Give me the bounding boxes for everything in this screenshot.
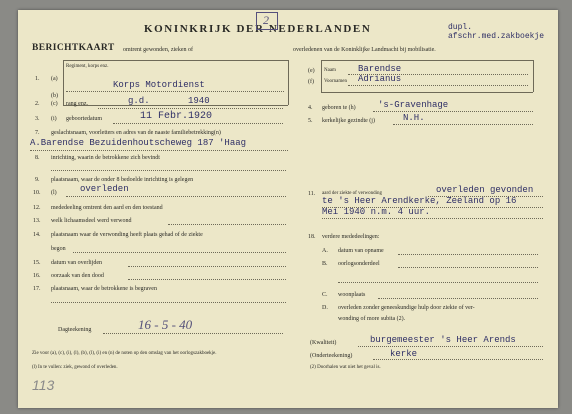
field-18b-label: oorlogsonderdeel	[338, 261, 380, 267]
field-14-label-cont: begon	[51, 246, 66, 252]
field-18b-letter: B.	[322, 261, 328, 267]
field-3-i-note: (i)	[51, 116, 57, 122]
quality-label: (Kwaliteit)	[310, 340, 337, 346]
field-5-value: N.H.	[403, 113, 425, 123]
field-2-number: 2.	[35, 101, 40, 107]
first-name-label: Voornamen	[324, 79, 347, 84]
field-17-label: plaatsnaam, waar de betrokkene is begraven	[51, 286, 157, 292]
field-13-label: welk lichaamsdeel werd verwond	[51, 218, 132, 224]
field-14-number: 14.	[33, 232, 41, 238]
field-4-value: 's-Gravenhage	[378, 100, 449, 110]
date-line	[103, 333, 283, 334]
field-7-label: geslachtsnaam, voorletters en adres van de naaste familiebetrekking(n)	[51, 130, 221, 136]
field-8-label: inrichting, waarin de betrokkene zich bevindt	[51, 155, 160, 161]
field-1-bracket-left	[63, 60, 64, 105]
field-11-line-1	[428, 196, 543, 197]
field-2-c-note: (c)	[51, 101, 58, 107]
field-18b-line-2	[338, 282, 538, 283]
field-16-label: oorzaak van den dood	[51, 273, 104, 279]
field-3-value: 11 Febr.1920	[140, 111, 213, 122]
field-1-e-note: (e)	[308, 68, 315, 74]
field-15-label: datum van overlijden	[51, 260, 102, 266]
form-header-title: KONINKRIJK DER NEDERLANDEN	[144, 23, 372, 35]
form-subtitle-right: overledenen van de Koninklijke Landmacht bij mobilisatie.	[293, 47, 436, 53]
field-18c-line	[378, 298, 538, 299]
field-2-rank: g.d.	[128, 96, 150, 106]
field-9-number: 9.	[35, 177, 40, 183]
field-13-number: 13.	[33, 218, 41, 224]
field-4-line	[373, 111, 533, 112]
field-11-line-2	[322, 207, 543, 208]
quality-line	[358, 346, 543, 347]
pencil-number: 113	[32, 377, 55, 393]
field-17-line	[51, 302, 286, 303]
first-name-line	[348, 85, 528, 86]
field-15-line	[128, 266, 286, 267]
field-1-bracket-top	[63, 60, 288, 61]
form-title: BERICHTKAART	[32, 43, 115, 53]
field-18-label: verdere mededeelingen:	[322, 234, 380, 240]
field-4-number: 4.	[308, 105, 313, 111]
field-18-number: 18.	[308, 234, 316, 240]
field-1-bracket-bottom	[63, 105, 288, 106]
name-value: Barendse	[358, 64, 402, 74]
field-5-number: 5.	[308, 118, 313, 124]
field-7-number: 7.	[35, 130, 40, 136]
field-3-label: geboortedatum	[66, 116, 102, 122]
field-8-line	[51, 170, 286, 171]
field-11-value-line2: te 's Heer Arendkerke, Zeeland op 16	[322, 196, 517, 206]
field-2-label: rang enz.	[66, 101, 88, 107]
field-16-number: 16.	[33, 273, 41, 279]
field-18d-label-cont: wonding of more subita (2).	[338, 316, 406, 322]
name-bracket-top	[321, 60, 533, 61]
field-1-label: Regiment, korps enz.	[66, 64, 109, 69]
right-footnote: (2) Doorhalen wat niet het geval is.	[310, 365, 381, 370]
field-18c-label: woonplaats	[338, 292, 366, 298]
field-11-line-3	[322, 218, 543, 219]
date-value: 16 - 5 - 40	[138, 317, 193, 332]
first-name-value: Adrianus	[358, 74, 402, 84]
field-1-line	[66, 91, 284, 92]
field-1-a-note: (a)	[51, 76, 58, 82]
field-7-line	[30, 150, 288, 151]
form-subtitle-left: omtrent gewonden, zieken of	[123, 47, 193, 53]
field-1-b-note: (b)	[51, 93, 58, 99]
field-7-value: A.Barendse Bezuidenhoutscheweg 187 'Haag	[30, 138, 247, 148]
field-10-number: 10.	[33, 190, 41, 196]
left-footnote-2: (l) In te vullen: ziek, gewond of overleden.	[32, 365, 118, 370]
field-16-line	[128, 279, 286, 280]
field-1-bracket-right	[288, 60, 289, 105]
box-number	[256, 12, 278, 30]
name-bracket-left	[321, 60, 322, 92]
field-11-value-line1: overleden gevonden	[436, 185, 534, 195]
field-13-line	[168, 224, 286, 225]
field-5-line	[393, 124, 533, 125]
field-18a-line	[398, 254, 538, 255]
field-4-label: geboren te (h)	[322, 105, 356, 111]
field-14-label: plaatsnaam waar de verwonding heeft plaats gehad of de ziekte	[51, 232, 203, 238]
name-bracket-bottom	[321, 92, 533, 93]
field-11-number: 11.	[308, 191, 316, 197]
field-1-f-note: (f)	[308, 79, 314, 85]
field-18b-line	[398, 267, 538, 268]
field-3-number: 3.	[35, 116, 40, 122]
field-2-line	[98, 108, 283, 109]
signature-line	[373, 359, 543, 360]
field-1-value: Korps Motordienst	[113, 80, 205, 90]
box-number-value: 2	[263, 13, 269, 27]
date-label: Dagteekening	[58, 327, 92, 333]
field-11-value-line3: Mei 1940 n.m. 4 uur.	[322, 207, 431, 217]
signature-label: (Onderteekening)	[310, 353, 353, 359]
name-bracket-right	[533, 60, 534, 92]
field-9-label: plaatsnaam, waar de onder 8 bedoelde inrichting is gelegen	[51, 177, 194, 183]
field-5-label: kerkelijke gezindte (j)	[322, 118, 375, 124]
field-1-number: 1.	[35, 76, 40, 82]
name-label: Naam	[324, 68, 336, 73]
field-15-number: 15.	[33, 260, 41, 266]
field-3-line	[113, 123, 283, 124]
field-11-label: aard der ziekte of verwonding	[322, 191, 382, 196]
quality-value-cont: kerke	[390, 349, 418, 359]
report-card	[18, 10, 558, 408]
dupl-note: afschr.med.zakboekje	[448, 32, 545, 41]
field-18a-letter: A.	[322, 248, 328, 254]
field-10-l-note: (l)	[51, 190, 57, 196]
left-footnote-1: Zie voor (a), (c), (i), (l), (b), (l), (i) en (n) de noten op den omslag van het oorlogszakboekje.	[32, 351, 217, 356]
field-12-label: mededeeling omtrent den aard en den toestand	[51, 205, 163, 211]
quality-value: burgemeester 's Heer Arends	[370, 335, 516, 345]
field-18a-label: datum van opname	[338, 248, 384, 254]
field-2-year: 1940	[188, 96, 210, 106]
field-12-number: 12.	[33, 205, 41, 211]
field-14-line	[73, 252, 286, 253]
field-10-line	[66, 196, 286, 197]
field-18d-letter: D.	[322, 305, 328, 311]
field-17-number: 17.	[33, 286, 41, 292]
field-18d-label: overleden zonder geneeskundige hulp door ziekte of ver-	[338, 305, 475, 311]
field-18c-letter: C.	[322, 292, 328, 298]
dupl-mark: dupl.	[448, 23, 473, 32]
field-10-value: overleden	[80, 184, 129, 194]
field-8-number: 8.	[35, 155, 40, 161]
